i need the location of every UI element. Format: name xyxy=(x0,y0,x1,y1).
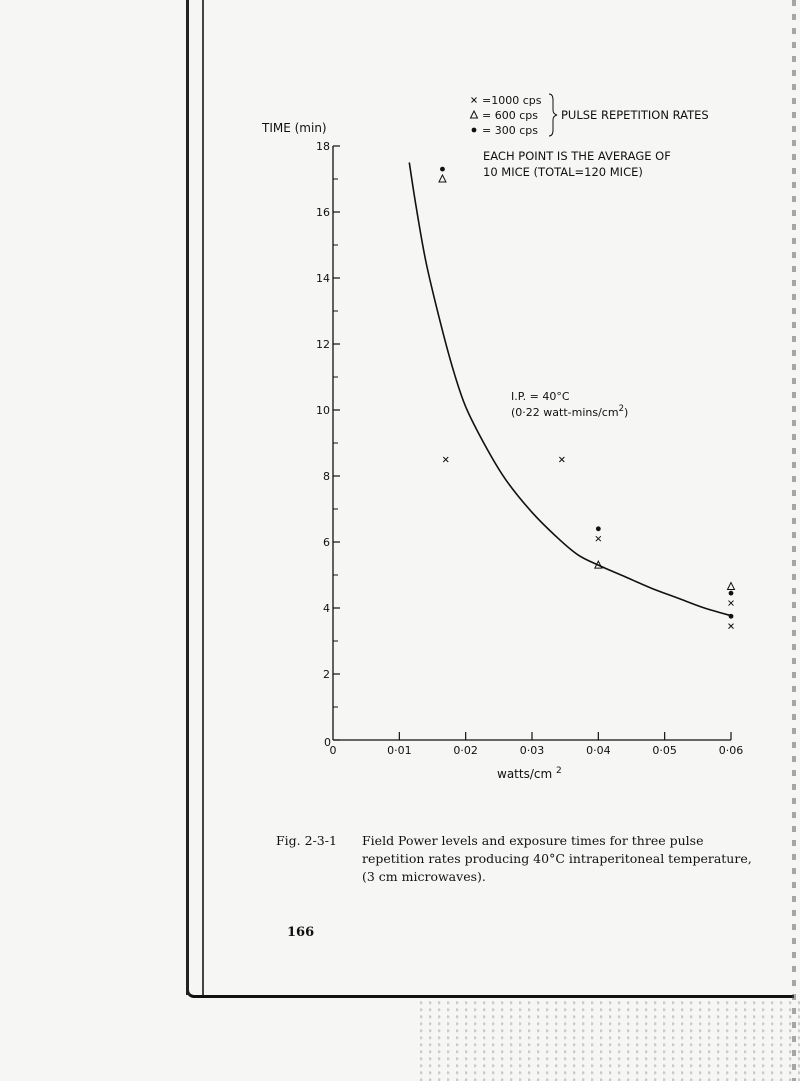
y-tick-label: 0 xyxy=(324,736,331,749)
legend xyxy=(471,94,709,137)
y-tick-label: 2 xyxy=(323,668,330,681)
curve-label xyxy=(511,390,628,419)
x-tick-label: 0·01 xyxy=(387,744,412,757)
dot-marker xyxy=(440,167,445,172)
cross-marker xyxy=(729,624,734,629)
curve-label-text: ) xyxy=(623,406,629,419)
cross-marker xyxy=(472,98,477,103)
x-axis-label-superscript: 2 xyxy=(556,766,562,776)
note-line: EACH POINT IS THE AVERAGE OF xyxy=(483,149,671,163)
note-line: 10 MICE (TOTAL=120 MICE) xyxy=(483,165,643,179)
triangle-marker xyxy=(471,111,478,118)
curve-label-line xyxy=(511,404,628,419)
x-tick-label: 0·02 xyxy=(453,744,478,757)
dot-marker xyxy=(472,128,477,133)
cross-marker xyxy=(559,457,564,462)
x-tick-label: 0·05 xyxy=(652,744,677,757)
y-axis-label: TIME (min) xyxy=(262,121,327,135)
curve-label-superscript: 2 xyxy=(618,404,624,414)
chart-note xyxy=(483,149,671,179)
dot-marker xyxy=(596,526,601,531)
y-tick-label: 14 xyxy=(316,272,330,285)
page-number: 166 xyxy=(287,925,315,940)
fit-curve xyxy=(409,163,733,617)
legend-brace xyxy=(549,94,557,136)
legend-entry-label: =1000 cps xyxy=(482,94,542,107)
y-tick-label: 6 xyxy=(323,536,330,549)
figure-caption-text: Field Power levels and exposure times for three pulse repetition rates producing 40°C intraperitoneal temperature, (3 cm microwaves). xyxy=(362,833,752,884)
x-tick-label: 0·06 xyxy=(718,744,744,757)
legend-entry-label: = 300 cps xyxy=(482,124,538,137)
x-tick-label: 0 xyxy=(329,744,337,757)
cross-marker xyxy=(443,457,448,462)
cross-marker xyxy=(596,536,601,541)
curve-label-line: I.P. = 40°C xyxy=(511,390,570,403)
page-bottom-edge xyxy=(186,990,794,998)
x-axis-label xyxy=(497,766,562,781)
fit-curve-layer xyxy=(409,163,733,617)
x-axis-label-text: watts/cm xyxy=(497,767,553,781)
curve-label-text: (0·22 watt-mins/cm xyxy=(511,406,619,419)
y-tick-label: 10 xyxy=(316,404,330,417)
triangle-marker xyxy=(728,583,735,590)
dot-marker xyxy=(729,614,734,619)
triangle-marker xyxy=(439,175,446,182)
scan-noise xyxy=(420,1000,800,1081)
cross-marker xyxy=(729,601,734,606)
dot-marker xyxy=(729,591,734,596)
chart-axes xyxy=(316,140,743,757)
y-tick-label: 18 xyxy=(316,140,330,153)
y-tick-label: 16 xyxy=(316,206,330,219)
x-tick-label: 0·04 xyxy=(586,744,611,757)
y-tick-label: 8 xyxy=(323,470,330,483)
legend-group-label: PULSE REPETITION RATES xyxy=(561,108,709,122)
y-tick-label: 4 xyxy=(323,602,330,615)
legend-entry-label: = 600 cps xyxy=(482,109,538,122)
y-tick-label: 12 xyxy=(316,338,330,351)
x-tick-label: 0·03 xyxy=(519,744,545,757)
figure-number: Fig. 2-3-1 xyxy=(276,833,337,848)
